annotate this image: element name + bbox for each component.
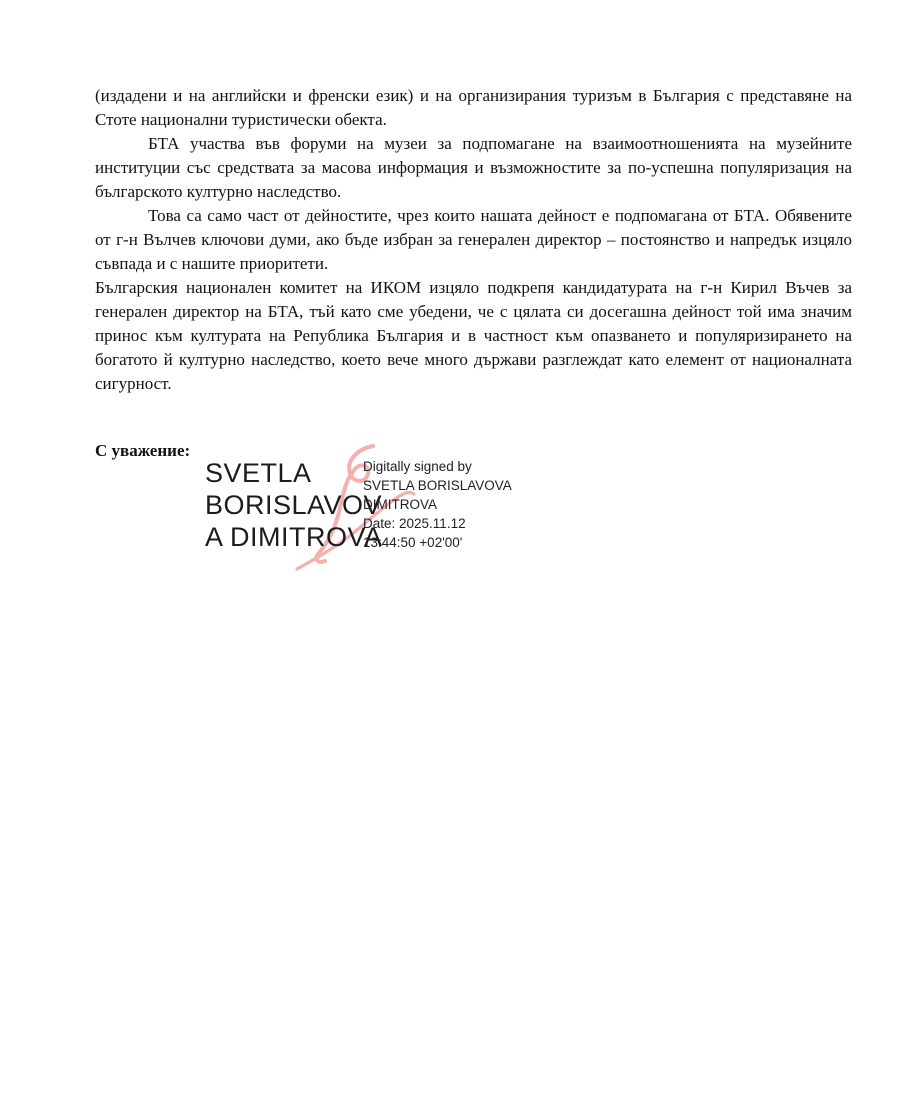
letter-body [95,84,852,651]
signature-details [363,457,512,552]
body-paragraph: Това са само част от дейностите, чрез които нашата дейност е подпомагана от БТА. Обявените от г-н Вълчев ключови думи, ако бъде избран за генерален директор – постоянство и напредък изцяло съвпада и с нашите приоритети. [95,206,852,273]
signature-name-line: A DIMITROVA [205,522,383,552]
body-paragraph: Българския национален комитет на ИКОМ изцяло подкрепя кандидатурата на г-н Кирил Въчев за генерален директор на БТА, тъй като сме убедени, че с цялата си досегашна дейност той има значим принос към културата на Република България и в частност към опазването и популяризирането на богатото й културно наследство, което вече много държави разглеждат като елемент от националната сигурност. [95,278,852,393]
digital-signature-block[interactable] [95,441,852,651]
body-paragraph: БТА участва във форуми на музеи за подпомагане на взаимоотношенията на музейните институции със средствата за масова информация и възможностите за по-успешна популяризация на българското културно наследство. [95,134,852,201]
signature-name-line: BORISLAVOV [205,490,383,520]
closing-salutation: С уважение: [95,441,191,460]
signature-detail-line: Date: 2025.11.12 [363,516,466,531]
signature-name-line: SVETLA [205,458,312,488]
signature-detail-line: DIMITROVA [363,497,437,512]
signature-name [205,457,383,553]
body-paragraph: (издадени и на английски и френски език) и на организирания туризъм в България с представяне на Стоте национални туристически обекта. [95,86,852,129]
signature-detail-line: Digitally signed by [363,459,472,474]
signature-detail-line: SVETLA BORISLAVOVA [363,478,512,493]
signature-detail-line: 13:44:50 +02'00' [363,535,463,550]
